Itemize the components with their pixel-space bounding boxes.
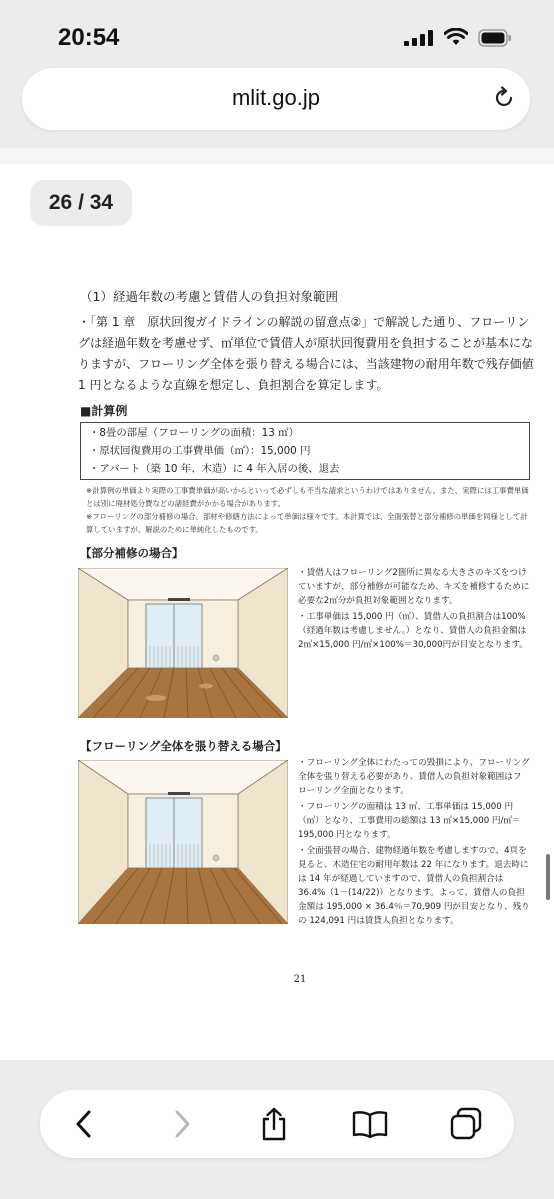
section2-title: 【フローリング全体を張り替える場合】 bbox=[80, 739, 287, 753]
section1-points bbox=[298, 566, 530, 654]
section2-points bbox=[298, 756, 530, 930]
section2-point: ・フローリングの面積は 13 ㎡、工事単価は 15,000 円（㎡）となり、工事費用の総額は 13 ㎡×15,000 円/㎡＝195,000 円となります。 bbox=[298, 802, 521, 840]
cellular-signal-icon bbox=[404, 30, 434, 46]
share-button[interactable] bbox=[244, 1090, 304, 1158]
forward-button[interactable] bbox=[152, 1090, 212, 1158]
page-gap-bottom bbox=[0, 1060, 554, 1072]
tabs-icon bbox=[449, 1107, 483, 1141]
tabs-button[interactable] bbox=[436, 1090, 496, 1158]
page-gap bbox=[0, 148, 554, 164]
section2-point: ・フローリング全体にわたっての毀損により、フローリング全体を張り替える必要があり、賃借人の負担対象範囲はフローリング全面となります。 bbox=[298, 758, 530, 796]
battery-icon bbox=[478, 29, 512, 47]
example-heading: ■計算例 bbox=[80, 404, 128, 418]
wifi-icon bbox=[444, 28, 468, 46]
back-icon bbox=[74, 1109, 94, 1139]
share-icon bbox=[259, 1107, 289, 1141]
example-line: ・アパート（築 10 年、木造）に 4 年入居の後、退去 bbox=[89, 463, 340, 475]
note: ※フローリングの部分補修の場合、部材や修繕方法によって単価は様々です。本計算では、全面張替と部分補修の単価を同様として計算していますが、解説のために単純化したものです。 bbox=[86, 512, 528, 534]
page-indicator: 26 / 34 bbox=[30, 180, 132, 226]
section-heading: （1）経過年数の考慮と賃借人の負担対象範囲 bbox=[80, 289, 338, 304]
section1-title: 【部分補修の場合】 bbox=[80, 546, 184, 560]
address-bar[interactable] bbox=[22, 68, 530, 130]
url-text[interactable]: mlit.go.jp bbox=[231, 85, 321, 110]
bookmarks-icon bbox=[351, 1109, 389, 1139]
section1-point: ・賃借人はフローリング2箇所に異なる大きさのキズをつけていますが、部分補修が可能なため、キズを補修するために必要な2㎡分が負担対象範囲となります。 bbox=[298, 568, 530, 606]
page-number: 21 bbox=[293, 974, 307, 985]
section1-point: ・工事単価は 15,000 円（㎡）、賃借人の負担割合は100%（経過年数は考慮しません。）となり、賃借人の負担金額は2㎡×15,000 円/㎡×100%＝30,000円が目安となります。 bbox=[298, 612, 528, 650]
example-line: ・8畳の部屋（フローリングの面積：13 ㎡） bbox=[89, 427, 299, 439]
browser-toolbar bbox=[40, 1090, 514, 1158]
note: ※計算例の単価より実際の工事費単価が高いからといって必ずしも不当な請求というわけではありません。また、実際には工事費単価とは別に廃材処分費などの諸経費がかかる場合があります。 bbox=[86, 486, 529, 508]
intro-paragraph: ・「第 1 章 原状回復ガイドラインの解説の留意点②」で解説した通り、フローリングは経過年数を考慮せず、㎡単位で賃借人が原状回復費用を負担することが基本になりますが、フローリング全体を張り替える場合には、当該建物の耐用年数で残存価値 1 円となるような直線を想定し、負担割合を算定します。 bbox=[78, 315, 534, 392]
bookmarks-button[interactable] bbox=[340, 1090, 400, 1158]
example-box bbox=[80, 422, 530, 480]
forward-icon bbox=[172, 1109, 192, 1139]
room-illustration-partial bbox=[78, 568, 288, 718]
back-button[interactable] bbox=[54, 1090, 114, 1158]
example-line: ・原状回復費用の工事費単価（㎡）：15,000 円 bbox=[89, 445, 311, 457]
status-bar bbox=[0, 0, 554, 62]
room-illustration-full bbox=[78, 760, 288, 924]
notes bbox=[86, 484, 530, 536]
section2-point: ・全面張替の場合、建物経過年数を考慮しますので、4頁を見ると、木造住宅の耐用年数は 22 年になります。退去時には 14 年が経過していますので、賃借人の負担割合は 36.4%（1－(14/22)）となります。よって、賃借人の負担金額は 195,000 × 36.4％＝70,909 円が目安となり、残りの 124,091 円は賃貸人負担となります。 bbox=[298, 846, 530, 926]
reload-icon[interactable] bbox=[494, 86, 516, 110]
scrollbar-thumb[interactable] bbox=[546, 854, 550, 900]
home-indicator-area bbox=[0, 1182, 554, 1199]
status-time: 20:54 bbox=[58, 24, 120, 51]
